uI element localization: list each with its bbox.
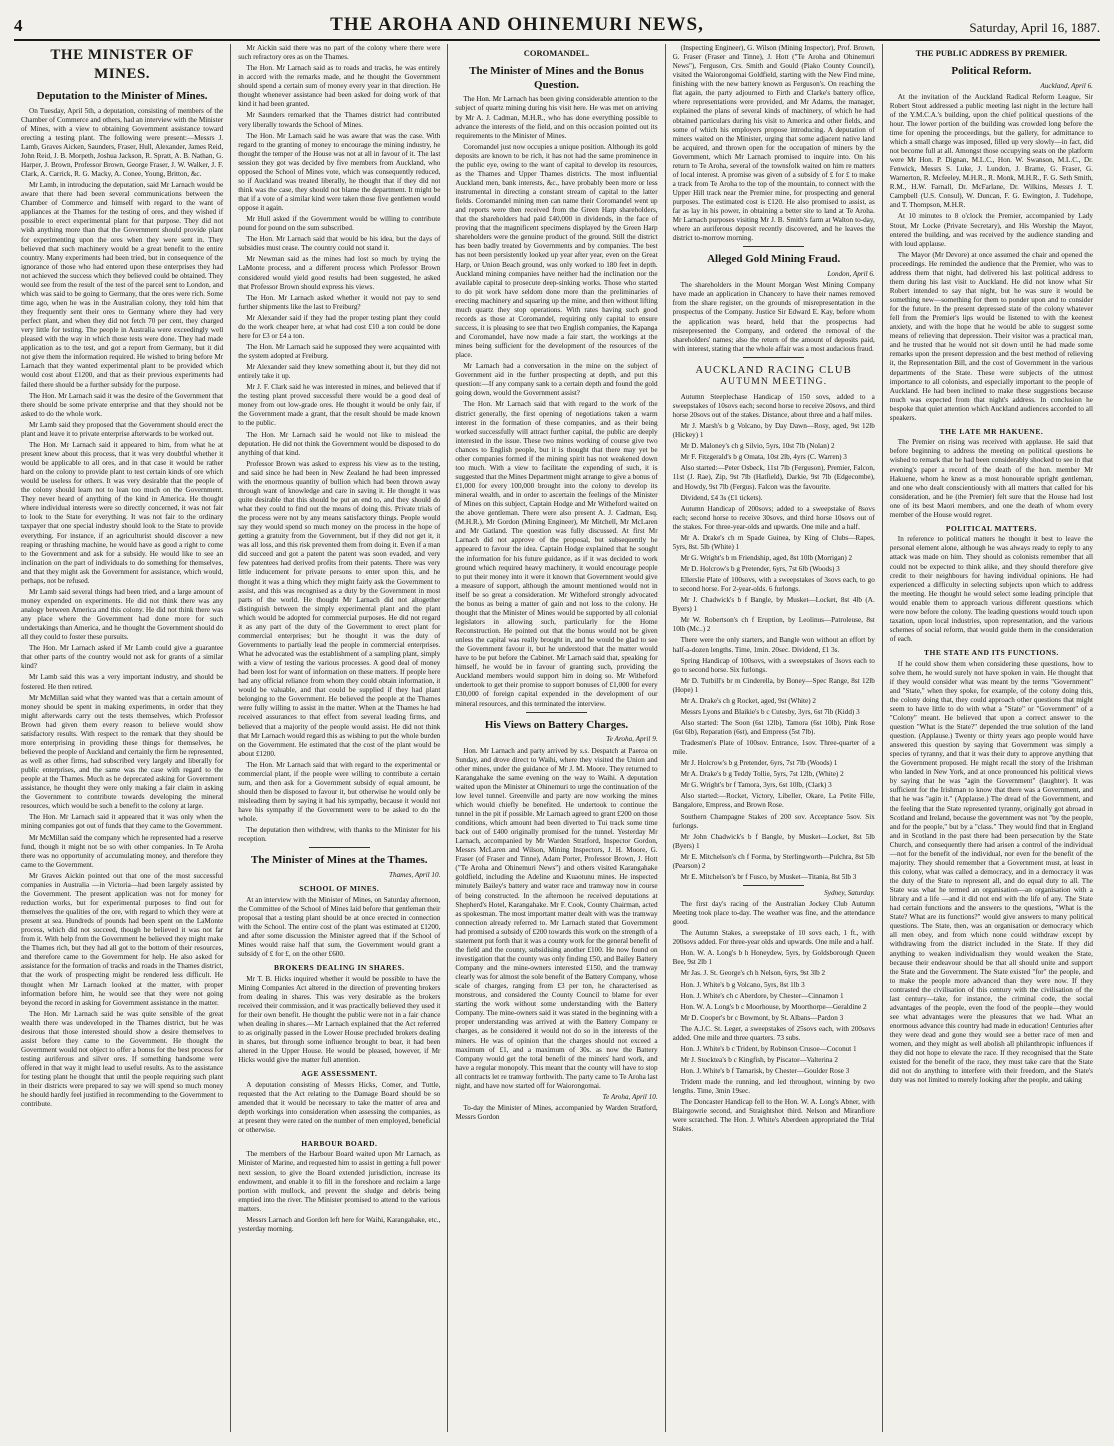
paragraph: On Tuesday, April 5th, a deputation, consisting of members of the Chamber of Commerce and others, had an interview with the Minister of Mines, with a view to obtaining Government assistance toward erecting a testing plant. The following were present:—Messrs J. Lamb, Graves Aicken, Saunders, Fraser, Hull, Alexander, James Reid, John Reid, J. B. Morpeth, Joshua Jackson, R. Spratt, A. B. Nathan, G. Harper, J. Brown, Professor Brown, George Fraser, J. W. Walker, J. F. Clark, A. Carrick, R. G. Macky, A. Conee, Young, Britton, &c.: [21, 106, 224, 179]
section-heading: COROMANDEL.: [523, 48, 590, 58]
subheading: BROKERS DEALING IN SHARES.: [274, 963, 405, 973]
paragraph: Mr G. Wright's b m Friendship, aged, 8st 10lb (Morrigan) 2: [680, 553, 853, 562]
paragraph: Mr Saunders remarked that the Thames district had contributed very liberally towards the School of Mines.: [238, 111, 441, 129]
divider-rule: [526, 712, 587, 713]
article-headline: Alleged Gold Mining Fraud.: [707, 253, 841, 266]
subheading: THE LATE MR HAKUENE.: [939, 426, 1044, 436]
dateline: Te Aroha, April 10.: [602, 1092, 658, 1101]
dateline: Sydney, Saturday.: [824, 888, 875, 897]
subheading: THE STATE AND ITS FUNCTIONS.: [923, 648, 1059, 658]
paragraph: Mr Lamb said several things had been tried, and a large amount of money expended on experiments. He did not think there was any analogy between America and this colony. He did not think there was any place where the Government had done more for such undertakings than America, and he thought the Government should do all they could to foster these pursuits.: [21, 587, 224, 642]
paragraph: At 10 minutes to 8 o'clock the Premier, accompanied by Lady Stout, Mr Locke (Private Secretary), and His Worship the Mayor, entered the building, and was received by the audience standing and with loud applause.: [889, 212, 1093, 248]
subheading: SCHOOL OF MINES.: [299, 884, 380, 894]
paragraph: The Hon. Mr Larnach said it appeared to him, from what he at present knew about this process, that it was very doubtful whether it would be applicable to all ores, and in that case it would be rather hard on the colony to provide plant to test certain kinds of ore which would be useless for others. It was very desirable that the people of the colony should learn not to lean too much on the Government. They never heard of anything of the kind in America. He thought where individual interests were so directly concerned, it was not fair to look to the State for everything. It was not fair to the ordinary taxpayer that one special industry should look to the State to provide everything. For instance, if an agriculturist should discover a new reaping or thrashing machine, he would have as good a right to come to the Government and ask for a subsidy. He would like to see an inclination on the part of individuals to do something for themselves, and that they might ask the Government for assistance, which would, perhaps, not be refused.: [21, 440, 224, 585]
column-5: [883, 44, 1100, 1432]
paragraph: Mr Alexander said if they had the proper testing plant they could do the work cheaper here, at what had cost £10 a ton could be done here for £3 or £4 a ton.: [238, 313, 441, 340]
paragraph: Mr D. Holcrow's b g Pretender, 6yrs, 7st 6lb (Woods) 3: [680, 565, 840, 574]
divider-rule: [309, 847, 370, 848]
paragraph: Mr Jas. J. St. George's ch h Nelson, 6yrs, 9st 3lb 2: [680, 969, 826, 978]
article-headline: The Minister of Mines at the Thames.: [251, 854, 428, 867]
paragraph: Mr John Chadwick's b f Bangle, by Musket—Locket, 8st 5lb (Byers) 1: [672, 832, 875, 850]
paragraph: Mr E. Mitchelson's br f Fusco, by Musket—Titania, 8st 5lb 3: [680, 872, 857, 881]
paragraph: The Hon. Mr Larnach said it was the desire of the Government that there should be some private enterprise and that they should not be asked to do the whole work.: [21, 391, 224, 418]
paragraph: Autumn Steeplechase Handicap of 150 sovs, added to a sweepstakes of 10sovs each; second horse to receive 20sovs, and third horse 20sovs out of the stakes. Distance, about three and a half miles.: [672, 392, 875, 420]
divider-rule: [743, 885, 804, 886]
paragraph: Mr McMillan said what they wanted was that a certain amount of money should be spent in making experiments, in order that they might afterwards carry out the tests themselves, which Professor Brown had given them every reason to believe would show satisfactory results. With respect to the remark that they should be more enterprising in providing these things for themselves, he believed the people of Auckland and certainly the firm he represented, as well as other firms, had subscribed very largely and liberally for public enterprises, and the same was the case with regard to the people at the Thames. Much as he deprecated asking for Government assistance, he thought they were only making a fair claim in asking the Government to contribute towards developing the mineral resources, which would be such a benefit to the colony at large.: [21, 693, 224, 811]
paragraph: The Hon. Mr Larnach said he would not like to mislead the deputation. He did not think the Government would be disposed to do anything of that kind.: [238, 430, 441, 457]
paragraph: Mr D. Tutbill's br m Cinderella, by Boney—Spec Range, 8st 12lb (Hope) 1: [672, 676, 875, 694]
paragraph: Hon. W. A. Long's b c Moorhouse, by Moorthorpe—Geraldine 2: [680, 1002, 867, 1011]
article-headline: The Minister of Mines and the Bonus Question.: [469, 64, 644, 91]
section-heading: THE PUBLIC ADDRESS BY PREMIER.: [915, 48, 1068, 58]
paragraph: Mr Alexander said they knew something about it, but they did not entirely take it up.: [238, 363, 441, 381]
column-1: [14, 44, 231, 1432]
paragraph: The Hon. Mr Larnach said he supposed they were acquainted with the system adopted at Freiburg.: [238, 342, 441, 360]
paragraph: Hon. J. White's ch c Aberdore, by Chester—Cinnamon 1: [680, 991, 844, 1000]
paragraph: Mr A. Drake's b g Teddy Tollie, 5yrs, 7st 12lb, (White) 2: [680, 770, 844, 779]
paragraph: Mr J. Holcrow's b g Pretender, 6yrs, 7st 7lb (Woods) 1: [680, 759, 838, 768]
paragraph: The Premier on rising was received with applause. He said that before beginning to address the meeting on political questions he wished to remark that he had been considerably shocked to see in that evening's paper a record of the death of the hon. member Mr Hakuene, whom he knew as a most honourable upright gentleman, and one who dealt conscientiously with all matters that called for his consideration, and he (the Premier) felt sure that the House had lost one of its best Maori members, and one the death of whom every member of the House would regret.: [889, 438, 1093, 519]
column-3: [448, 44, 665, 1432]
paragraph: The Hon. Mr Larnach asked whether it would not pay to send further shipments like the last to Freiburg?: [238, 293, 441, 311]
paragraph: The Hon. Mr Larnach said he was quite sensible of the great wealth there was undeveloped in the Thames district, but he was desirous that those interested should show a desire themselves to assist before they came to the Government. He thought the Government would not object to offer a bonus for the best process for testing auriferous and silver ores. If something handsome were offered in that way it might lead to useful results. As to the assistance for testing plant he thought that until the people requiring such plant in their districts were prepared to say we will spend so much money he should hardly feel justified in recommending to the Government to contribute.: [21, 1009, 224, 1109]
paragraph: Also started:—Rocket, Victory, Libeller, Okare, La Petite Fille, Bangalore, Empress, and Brown Rose.: [672, 792, 875, 810]
paragraph: Mr J. Marsh's b g Volcano, by Day Dawn—Rosy, aged, 9st 12lb (Hickey) 1: [672, 422, 875, 440]
article-headline: Deputation to the Minister of Mines.: [36, 89, 208, 102]
paragraph: Dividend, £4 3s (£1 tickets).: [680, 493, 763, 502]
paragraph: At an interview with the Minister of Mines, on Saturday afternoon, the Committee of the School of Mines laid before that gentleman their proposal that a testing plant should be at once erected in connection with the School. The entire cost of the plant was estimated at £1200, and after some discussion the Minister agreed that if the School of Mines would raise half that sum, the Government would grant a subsidy of £ for £, on the other £600.: [238, 895, 441, 959]
racing-meeting-title: AUTUMN MEETING.: [720, 377, 828, 388]
paragraph: Mr T. B. Hicks inquired whether it would be possible to have the Mining Companies Act altered in the direction of preventing brokers from dealing in shares. This was very desirable as the brokers received their commission, and it was practically believed they used it for their own benefit. He thought the public were not in a fair chance when dealing in shares.—Mr Larnach explained that the Act referred to as originally passed in the Lower House precluded brokers dealing in shares, but through some influence brought to bear, it had been altered in the Upper House. He would be pleased, however, if Mr Hicks would give the matter full attention.: [238, 974, 441, 1065]
paragraph: Mr E. Mitchelson's ch f Forma, by Sterlingworth—Pulchra, 8st 5lb (Pearson) 2: [672, 852, 875, 870]
paragraph: Mr Lamb said this was a very important industry, and should be fostered. He then retired.: [21, 673, 224, 691]
paragraph: Mr Aickin said there was no part of the colony where there were such refractory ores as on the Thames.: [238, 44, 441, 62]
paragraph: The Hon. Mr Larnach said as to roads and tracks, he was entirely in accord with the remarks made, and he thought the Government should spend a certain sum of money every year in that direction. He thought whenever assistance had been asked for doing work of that kind it had been granted.: [238, 64, 441, 109]
paragraph: The deputation then withdrew, with thanks to the Minister for his reception.: [238, 826, 441, 844]
masthead: [14, 6, 1100, 41]
article-headline: His Views on Battery Charges.: [484, 718, 629, 731]
subheading: HARBOUR BOARD.: [301, 1138, 378, 1148]
paragraph: The A.J.C. St. Leger, a sweepstakes of 25sovs each, with 200sovs added. One mile and three quarters. 73 subs.: [672, 1024, 875, 1042]
divider-rule: [743, 357, 804, 358]
paragraph: Mr J. Stocktea's b c Kingfish, by Piscator—Valterina 2: [680, 1055, 838, 1064]
paragraph: Hon. J. White's b g Volcano, 5yrs, 8st 1lb 3: [680, 980, 805, 989]
section-title: THE MINISTER OF MINES.: [50, 47, 194, 82]
paragraph: The Hon. Mr Larnach said that would be his idea, but the days of subsidies must cease. The country could not stand it.: [238, 235, 441, 253]
paragraph: Mr D. Cooper's br c Bowmont, by St. Albans—Pardon 3: [680, 1013, 844, 1022]
subheading: POLITICAL MATTERS.: [945, 523, 1037, 533]
columns-grid: [14, 44, 1100, 1432]
paragraph: Mr G. Wright's br f Tamora, 3yrs, 6st 10lb, (Clark) 3: [680, 781, 832, 790]
subheading: AGE ASSESSMENT.: [301, 1069, 378, 1079]
paragraph: The members of the Harbour Board waited upon Mr Larnach, as Minister of Marine, and requested him to assist in getting a full power next session, to give the Board extended jurisdiction, increase its endowment, and enable it to fill in the foreshore and reclaim a large portion with mullock, and prevent the sludge and debris being emptied into the river. The Minister promised to attend to the various matters.: [238, 1150, 441, 1213]
dateline: Thames, April 10.: [389, 871, 441, 880]
paragraph: Mr Lamb said they proposed that the Government should erect the plant and leave it to private enterprise afterwards to be worked out.: [21, 420, 224, 438]
paragraph: Southern Champagne Stakes of 200 sov. Acceptance 5sov. Six furlongs.: [672, 812, 875, 830]
paragraph: At the invitation of the Auckland Radical Reform League, Sir Robert Stout addressed a public meeting last night in the lecture hall of the Y.M.C.A.'s building, upon the chief political questions of the hour. The lower portion of the building was crowded long before the time for opening the proceedings, but the gallery, for admittance to which a small charge was imposed, filled up very slowly—in fact, did not become full at all. Amongst those occupying seats on the platform were Mr Hon. P. Dignan, M.L.C., Hon. W. Swanson, M.L.C., Dr. Fenwick, Messrs S. Luke, J. Lundon, J. Brame, G. Fraser, G. Warnerton, R. Mcfeeley, M.H.R., R. Monk, M.H.R., F. G. Seth Smith, R.M., H.W. Farnall, Dr. McFarlane, Dr. Wilkins, Messrs J. T. Campbell (U.S. Consul), W. Duncan, F. G. Ewington, J. Tudehope, and T. Thompson, M.H.R.: [889, 92, 1093, 210]
paragraph: Mr Lamb, in introducing the deputation, said Mr Larnach would be aware that there had been several communications between the Chamber of Commerce and himself with regard to the want of appliances at the Thames for the testing of ores, and they wished if possible to erect experimental plant for that purpose. They did not wish anything more than that the Government should provide plant for experimenting upon the ores when they were sent in. They believed that such machinery would be a great benefit to the entire country. Many experiments had been tried, but in consequence of the ignorance of those who had entered upon these enterprises they had not achieved the success which they believed could be obtained. They would see from the result of the test of the parcel sent to London, and which was said to be going to Germany, that the ores were rich. Some time ago, when he was in the Australian colony, they told him that they frequently sent their ores to Germany where they had very perfect plant, and when they did not fetch 70 per cent, they charged very little for testing. The people in Australia were exceedingly well pleased with the way in which those tests were done. They had made application as to the test, and got a report from Germany, but it did not give them the information required. He wished to bring before Mr Larnach that they wanted experimental plant to be provided which would cost about £1200, and that as their previous experiments had failed there should be a further subsidy for the purpose.: [21, 181, 224, 389]
paragraph: Also started:—Peter Osbeck, 11st 7lb (Ferguson), Premier, Falcon, 11st (J. Rae), Zip, 9st 7lb (Hatfield), Darkie, 9st 7lb (Edgecombe), and Howdy, 9st 7lb (Fergus). Falcon was the favourite.: [672, 464, 875, 491]
column-2: [231, 44, 448, 1432]
paragraph: Ellerslie Plate of 100sovs, with a sweepstakes of 3sovs each, to go to second horse. For 2-year-olds. 6 furlongs.: [672, 576, 875, 594]
paragraph: The Hon. Mr Larnach said it appeared that it was only when the mining companies got out of funds that they came to the Government.: [21, 813, 224, 831]
paragraph: Mr Hull asked if the Government would be willing to contribute pound for pound on the sum subscribed.: [238, 215, 441, 233]
dateline: London, April 6.: [827, 270, 875, 279]
paragraph: Mr D. Maloney's ch g Silvio, 5yrs, 10st 7lb (Nolan) 2: [680, 442, 835, 451]
paragraph: The Mayor (Mr Devore) at once assumed the chair and opened the proceedings. He reminded the audience that the Premier, who was to address them that night, had delivered his last political address to them during his last visit to Auckland. He did not know what Sir Robert intended to say that night, but he was sure it would be something new—something for them to ponder upon and to consider for the future. In the present depressed state of the colony whatever fell from the Premier's lips would be listened to with the keenest anxiety, and with the hope that he would be able to suggest some means of relieving that depression. Their visitor was a practical man, and he trusted that he would not sit down until he had made some remarks upon the present depression and the best method of relieving it, the Representation Bill, and the cost of Government in the various departments of the State. These were subjects of the utmost importance to all colonists, and especially important to the people of Auckland. He had been inclined to make these suggestions because much was expected from that night's address. In conclusion he bespoke that quiet attention which Auckland audiences accorded to all speakers.: [889, 250, 1093, 422]
paragraph: The Hon. Mr Larnach said that with regard to the experimental or commercial plant, if the people were willing to contribute a certain sum, and then ask for a Government subsidy of equal amount, he should then be disposed to favour it, but otherwise he would only be misleading them by saying it had his sympathy, because it would not have his sympathy if the Government were to be asked to do the whole.: [238, 760, 441, 824]
paragraph: Mr J. F. Clark said he was interested in mines, and believed that if the testing plant proved successful there would be a good deal of money from out low-grade ores. He thought it would be only fair, if the Government made a grant, that the result should be made known to the public.: [238, 383, 441, 428]
paragraph: The Hon. Mr Larnach has been giving considerable attention to the subject of quartz mining during his visit here. He was met on arriving by Mr A. J. Cadman, M.H.R., who has done everything possible to advance the interests of the field, and on this occasion pointed out its requirements to the Minister of Mines.: [455, 95, 658, 140]
paragraph: Mr A. Drake's ch m Spade Guinea, by King of Clubs—Rapes, 5yrs, 8st. 5lb (White) 1: [672, 533, 875, 551]
dateline: Te Aroha, April 9.: [606, 735, 658, 744]
paragraph: Mr W. Robertson's ch f Eruption, by Leolinus—Patroleuse, 8st 10lb (Mc..) 2: [672, 616, 875, 634]
paragraph: Spring Handicap of 100sovs, with a sweepstakes of 3sovs each to go to second horse. Six furlongs.: [672, 656, 875, 674]
racing-club-title: AUCKLAND RACING CLUB: [695, 364, 852, 376]
paragraph: A deputation consisting of Messrs Hicks, Comer, and Tuttle, requested that the Act relating to the Damage Board should be so amended that it would be necessary to take the matter of area and depth workings into consideration when assessing the companies, as at present they were rated on the number of men employed, beneficial or otherwise.: [238, 1080, 441, 1134]
paragraph: Mr F. Fitzgerald's b g Omata, 10st 2lb, 4yrs (C. Warren) 3: [680, 453, 847, 462]
paragraph: Mr Graves Aickin pointed out that one of the most successful companies in Australia —in Victoria—had been largely assisted by the Government. The present application was not for money for reduction works, but for experimental purposes to find out for themselves the qualities of the ore, with regard to which they were at present at sea. Hundreds of pounds had been spent on the LaMonte process, which did not succeed, though he believed it was not far from it. With help from the Government he believed they might make the Thames rich, but they had all got to the bottom of their resources, and therefore came to the Government for help. He also asked for assistance for the formation of tracks and roads in the Thames district, that the work of prospecting might be rendered less difficult. He thought when Mr Larnach looked at the matter, with proper information before him, he would see that they were not going beyond the record in asking for Government assistance in the matter.: [21, 871, 224, 1007]
divider-rule: [743, 246, 804, 247]
paragraph: Autumn Handicap of 200sovs; added to a sweepstake of 8sovs each; second horse to receive 30sovs, and third horse 10sovs out of the stakes. For three-year-olds and upwards. One mile and a half.: [672, 504, 875, 531]
page-number: 4: [14, 16, 23, 35]
column-4: [666, 44, 883, 1432]
paragraph: Messrs Lyons and Blaikie's b c Cutesby, 3yrs, 6st 7lb (Kidd) 3: [680, 707, 860, 716]
paragraph: Professor Brown was asked to express his view as to the testing, and said since he had been in New Zealand he had been impressed with the enormous quantity of bullion which had been thrown away through want of knowledge and care in saving it. He thought it was quite desirable that this should be put an end to, and they should do what they could to find out the means of doing this. Private trials of the process were not by any means satisfactory things. People would say they would spend so much money on the process in the hope of getting a gratuity from the Government, but if they did not get it, it was all loss, and this risk prevented them from doing it. Even if a man did succeed and got a patent the patent was soon evaded, and very few patentees had derived profits from their patents. There was very little inducement for private persons to enter upon this, and he thought it was a thing which they might fairly ask the Government to assist, and this was recognised as a duty by the Government in most parts of the world. He thought Mr Larnach did not altogether distinguish between the simply experimental plant and the plant which would be adopted for commercial purposes. He did not regard it as any part of the duty of the Government to erect plant for commercial enterprises; but he thought it was the duty of Governments to partially lead the people in commercial enterprises. What he advocated was the establishment of a sampling plant, simply with a view of testing the various processes. A good deal of money had been lost for want of information on these matters. If people here had any official reliance from whom they could obtain information, it would be valuable, and that could be supplied if they had plant belonging to the Government. He believed the people at the Thames were fully willing to assist in the matter. When at the Thames he had received assurances to that effect from several leading firms, and believed that a majority of the people would assist. He did not think that Mr Larnach would regard this as wishing to put the whole burden on the Government. He estimated that the cost of the plant would be about £1200.: [238, 459, 441, 758]
newspaper-title: THE AROHA AND OHINEMURI NEWS,: [330, 14, 704, 35]
paragraph: Mr A. Drake's ch g Rocket, aged, 9st (White) 2: [680, 696, 817, 705]
paragraph: To-day the Minister of Mines, accompanied by Warden Stratford, Messrs Gordon: [455, 1103, 658, 1122]
paragraph: The Hon. Mr Larnach asked if Mr Lamb could give a guarantee that other parts of the country would not ask for grants of a similar kind?: [21, 644, 224, 671]
issue-date: Saturday, April 16, 1887.: [969, 20, 1100, 35]
paragraph: Mr Larnach had a conversation in the mine on the subject of Government aid in the further prospecting at depth, and put this question:—If any company sank to a certain depth and found the gold going down, would the Government assist?: [455, 362, 658, 398]
paragraph: Mr Newman said as the mines had lost so much by trying the LaMonte process, and a different process which Professor Brown considered would yield good results had been suggested, he asked that Professor Brown should express his views.: [238, 255, 441, 291]
paragraph: There were the only starters, and Bangle won without an effort by half-a-dozen lengths. Time, 1min. 20sec. Dividend, £1 3s.: [672, 636, 875, 654]
paragraph: Also started: The Soon (6st 12lb), Tamora (6st 10lb), Pink Rose (6st 6lb), Reparation (6st), and Empress (5st 7lb).: [672, 718, 875, 737]
paragraph: Mr J. Chadwick's b f Bangle, by Musket—Locket, 8st 4lb (A. Byers) 1: [672, 596, 875, 614]
paragraph: Mr McMillan said the company which he represented had a reserve fund, though it might not be so with other companies. In Te Aroha there was no opportunity of accumulating money, and therefore they came to the Government.: [21, 833, 224, 869]
paragraph: Hon. Mr Larnach and party arrived by s.s. Despatch at Paeroa on Sunday, and drove direct to Waihi, where they visited the Union and other mines, under the guidance of Mr J. M. Moore. They returned to Karangahake the same evening on the way to Waihi. A deputation waited upon the Minister at Ohinemuri to urge the continuation of the low level tunnel. Greenville and party are now working the mines which would chiefly be benefited. He undertook to continue the tunnel in the pit if possible. Mr Larnach agreed to grant £200 on those conditions, which amount had been diverted to Tui track some time back out of £400 originally promised for the tunnel. Yesterday Mr Larnach, accompanied by Mr Warden Stratford, Inspector Gordon, Messrs McLaren and Wilson, Mining Inspectors, J. H. Moore, G. Fraser (of Fraser and Tinne), Adam Porter, Professor Brown, J. Hott ("Te Aroha and Ohinemuri News") and others visited Karangahake goldfield, including the Adeline and Kuaotunu mines. He inspected minutely Bailey's battery and water race and tramway now in course of being constructed. In the afternoon he received deputations at Shepherd's Hotel, Karangahake. Mr F. Cook, County Chairman, acted as spokesman. The most important matter dealt with was the tramway connection already referred to. Mr Larnach stated that Government had promised a subsidy of £200 towards this work on the strength of a statement put forth that it was a county work for the general benefit of the field and the county, subsidising another £100. He now found on investigation that the county was only finding £50, and Bailey Battery Company and the mine-owners interested £150, and the tramway clearly was for almost the sole benefit of the Battery Company, whose scale of charges, ranging from £3 per ton, he characterised as monstrous, and considered the County Council to blame for ever starting the work without some understanding with the Battery Company. The mine-owners said it was stated in the beginning with a proper understanding was arrived at with the Battery Company re charges, as he considered it would not do so in the interests of the miners. He was of opinion that the charges should not exceed a maximum of £1, and a maximum of 30s. as now the Battery Company would get the total benefit of the miners' hard work, and have a regular monopoly. This meant that the county will have to stop all contracts let re tramway forthwith. The party came to Te Aroha last night, and have now started off for Waiorongomai.: [455, 746, 658, 1090]
paragraph: Coromandel just now occupies a unique position. Although its gold deposits are known to be rich, it has not had the same prominence in the public eye, owing to the want of capital to develop its resources, as the Thames and Upper Thames districts. The most influential Auckland men, bank interests, &c., have probably been more or less instrumental in directing a constant stream of capital to the latter fields. Coromandel mining men can name their Coromandel went up and reports were then received from the Green Harp shareholders, that the shareholders had paid £40,000 in dividends, in the face of proving that the magnificent specimens displayed by the Green Harp shareholders were the genuine product of the ground. Still the district has been badly treated by Governments and by companies. The best has not been persistently looked up year after year, even on the Great Harp, or Union Beach ground, was only worked to 180 feet in depth. Auckland mining companies have neither had the inclination nor the available capital to prosecute deep-sinking works. Those who started to do pit work have seldom done more than the preliminaries of erecting machinery and squaring up the mine, and then without lifting much quartz they stop operations. With rates having such good records as those at Coromandel, requiring only capital to ensure success, it is pleasing to see that two English companies, the Kapanga and Coromandel, have now made a fair start, the workings at the mines being sufficient for the development of the resources of the place.: [455, 142, 658, 360]
paragraph: The Hon. Mr Larnach said that with regard to the work of the district generally, the first opening of negotiations taken a warm interest in the formation of these companies, and as their being worked successfully will attract further capital, the public are deeply interested in the issue. These two mines working of course give two chances to English people, but it is thought that there may yet be other companies formed if the mining spirit has not weakened down too much. With a view to facilitate the expending of such, it is suggested that the Mines Department might arrange to give a bonus of £1,000 for every 100,000 brought into the colony to develop its mineral wealth, and in order to ascertain the feelings of the Minister of Mines on this subject, Captain Hodge and Mr Witheford waited on the above gentleman. There were also present A. J. Cadman, Esq. (M.H.R.), Mr Gordon (Mining Engineer), Mr Mitchell, Mr McLaren and Mr Gatland. The question was fully discussed. At first Mr Larnach did not approve of the proposal, but subsequently he appeared to favour the idea. Captain Hodge explained that he sought the information for his future guidance, as if it was decided to work ground which required heavy machinery, it would encourage people to put their money into it were it known that Government would give a measure of support, although the amount mentioned would not in itself be so great a consideration. Mr Witheford strongly advocated the bonus as being a matter of gain and not loss to the colony. He thought that the Minister of Mines would be supported by all colonial legislators in allowing such, particularly for the Home Reconstruction. He pointed out that the bonus would not be given unless the capital was really brought in, and he would be glad to see the Government favour it, but he understood that the matter would have to be put before the Cabinet. Mr Larnach said that, speaking for himself, he would be in favour of granting such, providing the Auckland members would support him in doing so. Mr Witheford undertook to get their promise to support bonuses of £1,000 for every £30,000 of foreign capital expended in the development of our mineral resources, and this terminated the interview.: [455, 400, 658, 708]
paragraph: Trident made the running, and led throughout, winning by two lengths. Time, 3min 19sec.: [672, 1078, 875, 1096]
paragraph: The Hon. Mr Larnach said he was aware that was the case. With regard to the granting of money to encourage the mining industry, he thought the temper of the House was not at all in favour of it. The last session they got was decided by five members from Auckland, who opposed the School of Mines vote, which was consequently reduced, so if Auckland was treated liberally, he thought that if they did not think was the case, they should not blame the department. It might be that if a vote of a similar kind were taken those five gentlemen would oppose it again.: [238, 131, 441, 213]
paragraph: (Inspecting Engineer), G. Wilson (Mining Inspector), Prof. Brown, G. Fraser (Fraser and Tinne), J. Hott ("Te Aroha and Ohinemuri News"), Ferguson, Crs. Smith and Gould (Piako County Council), visited the Waiorongomai Goldfield, starting with the New Find mine, finishing with the new battery known as Ferguson's. On reaching the flat again, the party adjourned to Firth and Clarke's battery office, where representations were provided, and Mr Adams, the manager, explained the plans of several kinds of machinery, of which he had obtained particulars during his visit to America and other fields, and some of which his employers propose introducing. A deputation of miners waited on the Minister, urging that some adjacent native land be acquired, and thrown open for the occupation of miners by the Government, which Mr Larnach promised to inquire into. On his return to Te Aroha, several of the townsfolk waited on him re matters of local interest. A promise was given of a subsidy of £ for £ to make a track from Te Aroha to the top of the mountain, to connect with the Upper Hill track near the Premier mine, for prospecting and general purposes. The estimated cost is £120. He also promised to assist, as far as lay in his power, in obtaining a better site to land at Te Aroha. Mr Larnach purposes visiting Mr J. B. Smith's farm at Walton to-day, where an auriferous deposit recently discovered, and he leaves the district to-morrow morning.: [672, 44, 875, 243]
paragraph: The Autumn Stakes, a sweepstake of 10 sovs each, 1 ft., with 200sovs added. For three-year olds and upwards. One mile and a half.: [672, 929, 875, 947]
paragraph: Hon. W. A. Long's b h Honeydew, 5yrs, by Goldsborough Queen Bee, 9st 2lb 1: [672, 949, 875, 967]
paragraph: The shareholders in the Mount Morgan West Mining Company have made an application in Chancery to have their names removed from the share register, on the grounds of misrepresentation in the prospectus of the Company. Justice Sir Edward E. Kay, before whom the application was heard, held that the prospectus had misrepresented the Company, and ordered the removal of the shareholders' names; also the return of the amount of deposits paid, with interest, stating that the whole affair was a most audacious fraud.: [672, 281, 875, 353]
article-headline: Political Reform.: [951, 64, 1032, 77]
paragraph: Messrs Larnach and Gordon left here for Waihi, Karangahake, etc., yesterday morning.: [238, 1215, 441, 1233]
paragraph: Hon. J. White's b c Trident, by Robinson Crusoe—Coconut 1: [680, 1044, 857, 1053]
dateline: Auckland, April 6.: [1040, 81, 1093, 90]
paragraph: Tradesmen's Plate of 100sov. Entrance, 1sov. Three-quarter of a mile.: [672, 739, 875, 757]
paragraph: The first day's racing of the Australian Jockey Club Autumn Meeting took place to-day. The weather was fine, and the attendance good.: [672, 900, 875, 927]
paragraph: If he could show them when considering these questions, how to solve them, he would surely not have spoken in vain. He thought that if they would consider what was meant by the terms "Government" and "State," when they spoke, for example, of the colony doing this, the colony doing that, they could approach other questions that might seem to have little to do with what a "State" or "Government" of a "Colony" meant. He believed that upon a correct answer to the question "What is the State?" depended the true solution of the land question. (Applause.) Twenty or thirty years ago people would have answered this question by saying that Government was simply a species of tyranny, and that it was their duty to approve anything that the Government proposed. He might recall the story of the Irishman who landed in New York, and at once pronounced his political views by saying that he was "agin the Government" (laughter). It was sufficient for the Irishman to know that there was a Government, and that he was "agin it." (Applause.) The dread of the Government, and the feeling that the State represented tyranny, originally got abroad in Scotland and Ireland, because the government was not "by the people, and for the people," but by a "class." They would find that in England and in Scotland in the past there had been persecution by the State Church, and consequently there had arisen a control of the individual—not for the benefit of the individual, nor even for the benefit of the majority. They should remember that a Government must, at least in this colony, what was called a democracy, and in a democracy it was the duty of the State to represent all, and do equal duty to all. The State was what he termed an organisation—an organisation with a library and a life —and it did not end with the life of any. The State had certain functions and the answers to the questions, "What is the State? What are its functions?" would give answers to many political questions. The State, then, was an organisation or democracy which all men obey, and from which none could withdraw except by withdrawing from the district included in the State. If they did anything to weaken individualism they would weaken the State, because their endeavour should be that all should unite and support the State and the Government. The State existed "for" the people, and to make the people more advanced than they were now. If they contrasted the civilisation of this century with the civilisation of the last century—take, for instance, the criminal code, the social advantages of the people, even the food of the people—they would see what advantages were the pleasures that we had. What an enormous advance this country had made in education! Centuries after they were dead and gone they would see a better race of men and women, and they might as well abolish all philanthropic influences if they did not hope to elevate the race. If they recognised that the State existed for the benefit of the race, they must take care that the State did not do anything to interfere with their freedom, and the State's duty was not limited to merely looking after the people, and taking: [889, 659, 1093, 1085]
paragraph: The Doncaster Handicap fell to the Hon. W. A. Long's Abner, with Blairgowrie second, and Straightshot third. Nelson and Miranfiore were scratched. The Hon. J. White's Aberdeen appropriated the Trial Stakes.: [672, 1098, 875, 1134]
paragraph: Hon. J. White's b f Tamarisk, by Chester—Goulder Rose 3: [680, 1067, 850, 1076]
paragraph: In reference to political matters he thought it best to leave the personal element alone, although he was always ready to reply to any attack was made on him. They should as colonists remember that all could not be expected to think alike, and they should therefore give credit to their neighbours for having individual opinions. He had experienced a difficulty in selecting subjects upon which to address the meeting. He thought he would select some leading principle that would enable them to approach various different questions which were now before the colony. The leading questions would touch upon taxation, upon local industries, upon representation, and the various schemes of social reform, that would guide them in the consideration of each.: [889, 535, 1093, 643]
